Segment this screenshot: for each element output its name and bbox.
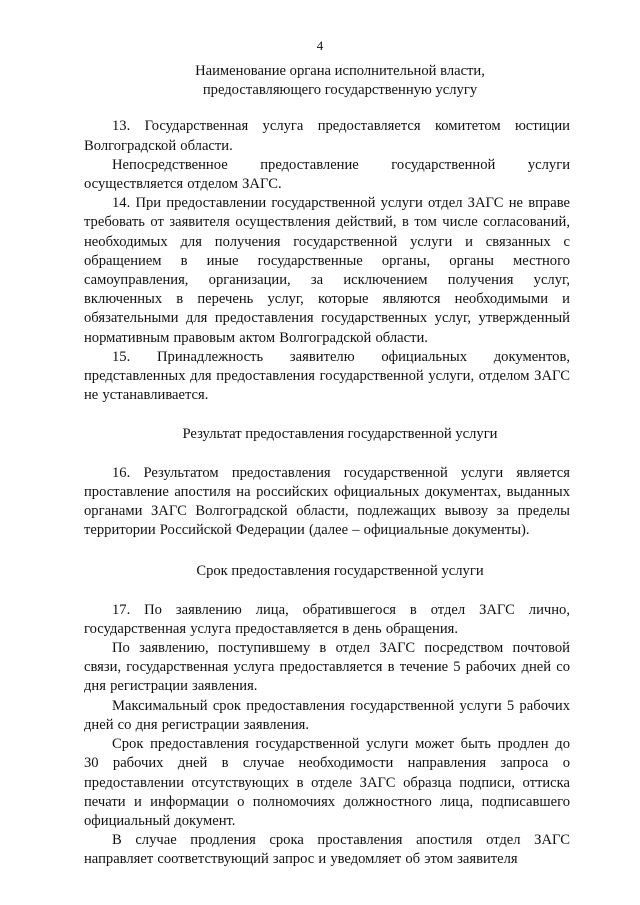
paragraph-13: 13. Государственная услуга предоставляется комитетом юстиции Волгоградской области.	[84, 118, 570, 154]
section-heading-term	[84, 562, 570, 581]
paragraph-14: 14. При предоставлении государственной услуги отдел ЗАГС не вправе требовать от заявителя осуществления действий, в том числе согласований, необходимых для получения государственной услуги и связанных с обращением в иные государственные органы, органы местного самоуправления, организации, за исключением получения услуг, включенных в перечень услуг, которые являются необходимыми и обязательными для предоставления государственных услуг, утвержденный нормативным правовым актом Волгоградской области.	[84, 195, 570, 346]
paragraph-17-postal: По заявлению, поступившему в отдел ЗАГС посредством почтовой связи, государственная услуга предоставляется в течение 5 рабочих дней со дня регистрации заявления.	[84, 640, 570, 695]
section-heading-line: Срок предоставления государственной услуги	[196, 563, 484, 580]
section-heading-agency	[84, 62, 570, 100]
section-heading-line: Наименование органа исполнительной власти,	[195, 63, 485, 79]
paragraph-17-extension: Срок предоставления государственной услуги может быть продлен до 30 рабочих дней в случае необходимости направления запроса о предоставлении отсутствующих в отделе ЗАГС образца подписи, оттиска печати и информации о полномочиях должностного лица, подписавшего официальный документ.	[84, 736, 570, 829]
paragraph-13-continued: Непосредственное предоставление государственной услуги осуществляется отделом ЗАГС.	[84, 156, 570, 193]
paragraph-16: 16. Результатом предоставления государственной услуги является проставление апостиля на российских официальных документах, выданных органами ЗАГС Волгоградской области, подлежащих вывозу за пределы территории Российской Федерации (далее – официальные документы).	[84, 464, 570, 539]
paragraph-17-max-term: Максимальный срок предоставления государственной услуги 5 рабочих дней со дня регистрации заявления.	[84, 697, 570, 733]
paragraph-15: 15. Принадлежность заявителю официальных документов, представленных для предоставления государственной услуги, отделом ЗАГС не устанавливается.	[84, 348, 570, 404]
page-number: 4	[316, 38, 324, 53]
section-heading-result	[84, 425, 570, 444]
paragraph-17-notification: В случае продления срока проставления апостиля отдел ЗАГС направляет соответствующий запрос и уведомляет об этом заявителя	[84, 832, 570, 868]
section-heading-line: Результат предоставления государственной услуги	[182, 426, 498, 443]
section-heading-line: предоставляющего государственную услугу	[202, 82, 478, 99]
paragraph-17: 17. По заявлению лица, обратившегося в отдел ЗАГС лично, государственная услуга предоставляется в день обращения.	[84, 601, 570, 637]
document-body	[84, 62, 570, 870]
